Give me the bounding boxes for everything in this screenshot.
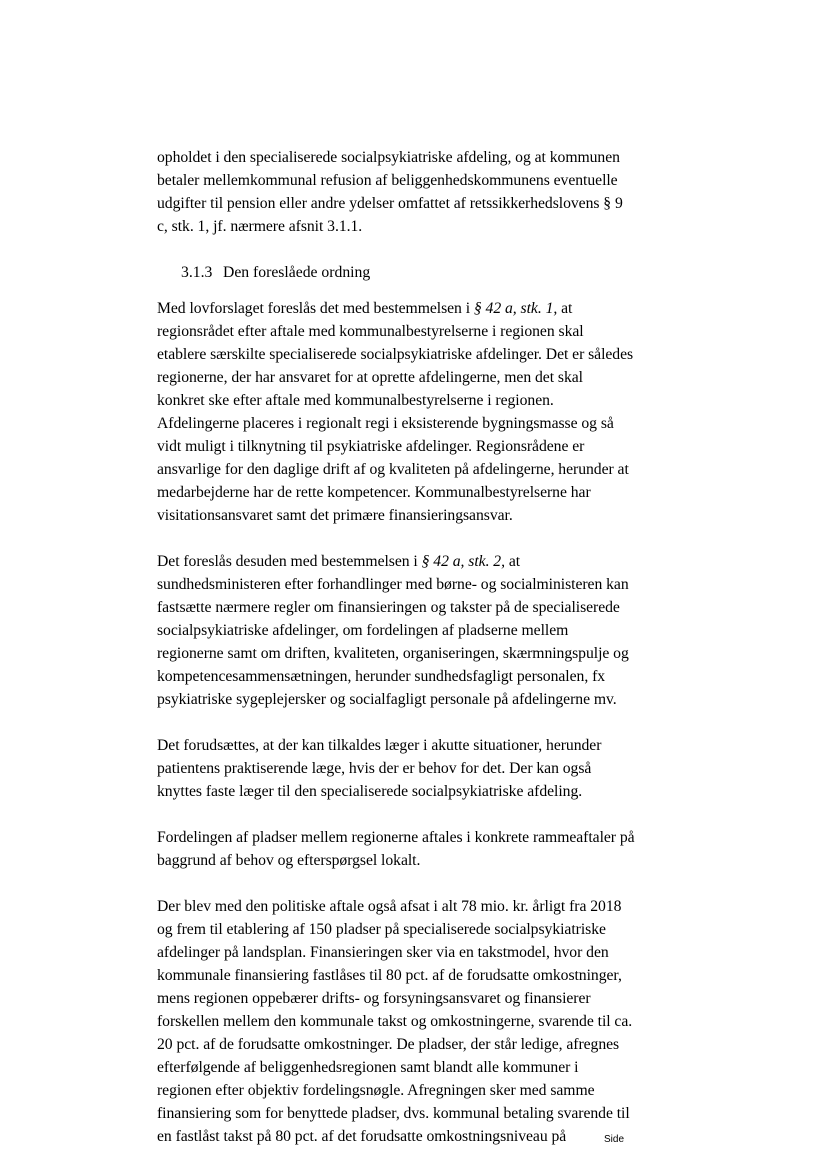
- text-line: og frem til etablering af 150 pladser på specialiserede socialpsykiatriske: [157, 921, 606, 938]
- text-line: afdelinger på landsplan. Finansieringen sker via en takstmodel, hvor den: [157, 944, 609, 961]
- text-line: etablere særskilte specialiserede socialpsykiatriske afdelinger. Det er således: [157, 346, 634, 363]
- paragraph-financing: [157, 895, 687, 1148]
- text-line: konkret ske efter aftale med kommunalbestyrelserne i regionen.: [157, 392, 554, 409]
- paragraph-proposal: [157, 297, 687, 527]
- section-title: Den foreslåede ordning: [223, 264, 371, 281]
- text-line: psykiatriske sygeplejersker og socialfagligt personale på afdelingerne mv.: [157, 691, 617, 708]
- page-footer-side-label: Side: [604, 1134, 625, 1145]
- text-line: forskellen mellem den kommunale takst og omkostningerne, svarende til ca.: [157, 1013, 633, 1030]
- text-line: regionsrådet efter aftale med kommunalbestyrelserne i regionen skal: [157, 323, 584, 340]
- text-line: en fastlåst takst på 80 pct. af det forudsatte omkostningsniveau på: [157, 1128, 567, 1145]
- text-line: 20 pct. af de forudsatte omkostninger. De pladser, der står ledige, afregnes: [157, 1036, 620, 1053]
- text-line: vidt muligt i tilknytning til psykiatriske afdelinger. Regionsrådene er: [157, 438, 585, 455]
- paragraph-doctors: [157, 734, 687, 803]
- text-line: fastsætte nærmere regler om finansieringen og takster på de specialiserede: [157, 599, 620, 616]
- text-line: baggrund af behov og efterspørgsel lokalt.: [157, 852, 421, 869]
- text-line: Der blev med den politiske aftale også afsat i alt 78 mio. kr. årligt fra 2018: [157, 898, 622, 915]
- paragraph-distribution: [157, 826, 687, 872]
- text-line: Det foreslås desuden med bestemmelsen i § 42 a, stk. 2, at: [157, 553, 521, 570]
- section-heading: [181, 261, 687, 284]
- law-reference: § 42 a, stk. 2,: [421, 553, 505, 570]
- text-line: c, stk. 1, jf. nærmere afsnit 3.1.1.: [157, 218, 363, 235]
- text-line: Med lovforslaget foreslås det med bestemmelsen i § 42 a, stk. 1, at: [157, 300, 573, 317]
- text-line: mens regionen oppebærer drifts- og forsyningsansvaret og finansierer: [157, 990, 591, 1007]
- text-line: visitationsansvaret samt det primære finansieringsansvar.: [157, 507, 513, 524]
- section-number: 3.1.3: [181, 264, 213, 281]
- paragraph-opening: [157, 146, 687, 238]
- law-reference: § 42 a, stk. 1,: [473, 300, 558, 317]
- text-line: regionen efter objektiv fordelingsnøgle. Afregningen sker med samme: [157, 1082, 595, 1099]
- text-line: sundhedsministeren efter forhandlinger med børne- og socialministeren kan: [157, 576, 629, 593]
- text-line: regionerne samt om driften, kvaliteten, organiseringen, skærmningspulje og: [157, 645, 629, 662]
- text-line: knyttes faste læger til den specialiserede socialpsykiatriske afdeling.: [157, 783, 583, 800]
- text-line: patientens praktiserende læge, hvis der er behov for det. Der kan også: [157, 760, 592, 777]
- text-line: Afdelingerne placeres i regionalt regi i eksisterende bygningsmasse og så: [157, 415, 614, 432]
- text-line: finansiering som for benyttede pladser, dvs. kommunal betaling svarende til: [157, 1105, 630, 1122]
- page-content: [157, 146, 687, 1148]
- text-line: medarbejderne har de rette kompetencer. Kommunalbestyrelserne har: [157, 484, 591, 501]
- text-line: kommunale finansiering fastlåses til 80 pct. af de forudsatte omkostninger,: [157, 967, 622, 984]
- text-line: udgifter til pension eller andre ydelser omfattet af retssikkerhedslovens § 9: [157, 195, 623, 212]
- text-line: Det forudsættes, at der kan tilkaldes læger i akutte situationer, herunder: [157, 737, 602, 754]
- text-line: ansvarlige for den daglige drift af og kvaliteten på afdelingerne, herunder at: [157, 461, 629, 478]
- text-line: kompetencesammensætningen, herunder sundhedsfagligt personalen, fx: [157, 668, 606, 685]
- text-line: betaler mellemkommunal refusion af beliggenhedskommunens eventuelle: [157, 172, 618, 189]
- text-line: opholdet i den specialiserede socialpsykiatriske afdeling, og at kommunen: [157, 149, 620, 166]
- paragraph-regulation: [157, 550, 687, 711]
- text-line: regionerne, der har ansvaret for at oprette afdelingerne, men det skal: [157, 369, 583, 386]
- text-line: socialpsykiatriske afdelinger, om fordelingen af pladserne mellem: [157, 622, 569, 639]
- text-line: Fordelingen af pladser mellem regionerne aftales i konkrete rammeaftaler på: [157, 829, 635, 846]
- text-line: efterfølgende af beliggenhedsregionen samt blandt alle kommuner i: [157, 1059, 579, 1076]
